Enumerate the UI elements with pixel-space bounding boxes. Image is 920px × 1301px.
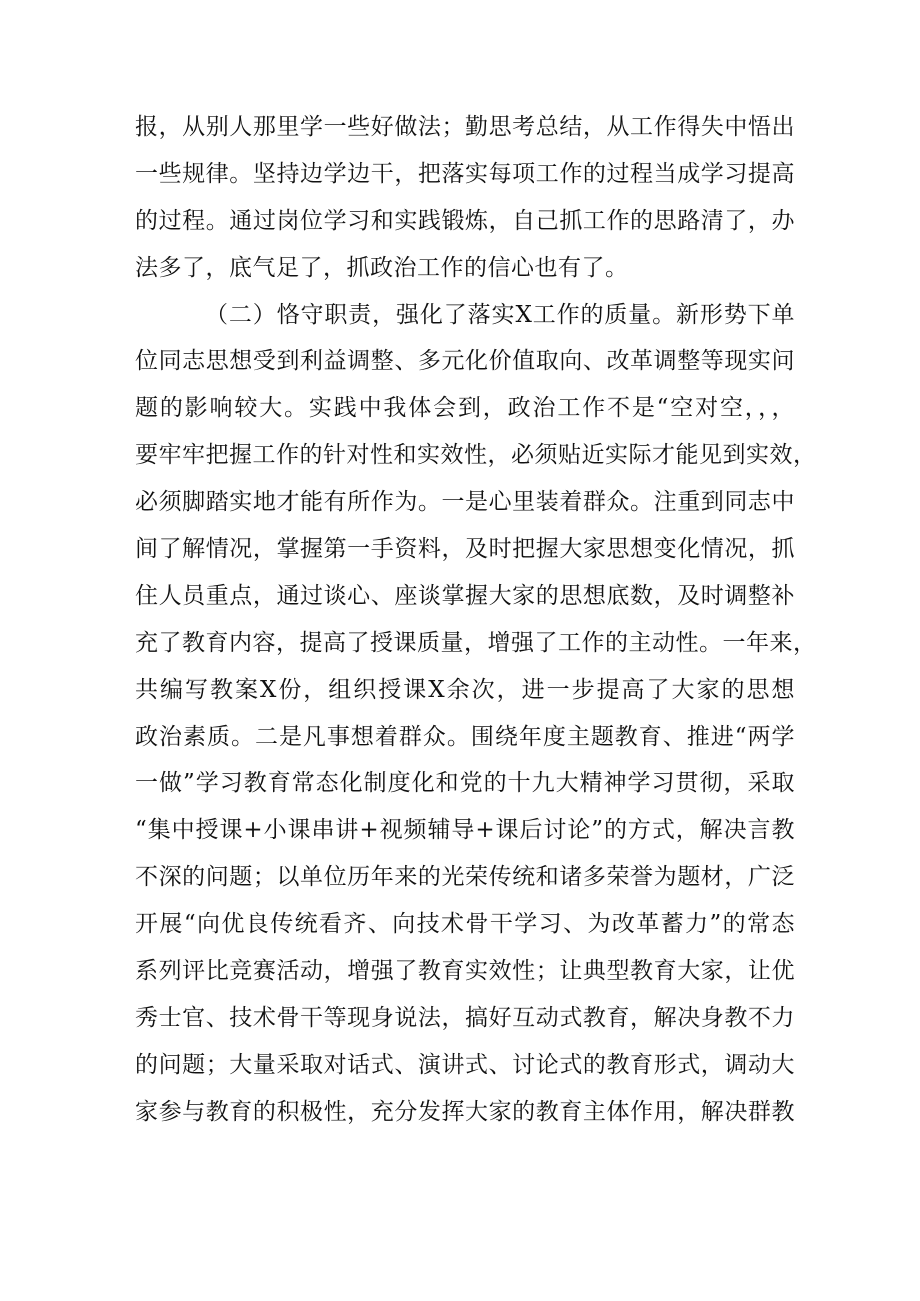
- section-heading-line: （二）恪守职责，强化了落实X工作的质量。新形势下单: [205, 301, 795, 328]
- body-line: 不深的问题；以单位历年来的光荣传统和诸多荣誉为题材，广泛: [135, 864, 795, 891]
- body-line: 政治素质。二是凡事想着群众。围绕年度主题教育、推进“两学: [135, 723, 795, 750]
- body-line: 共编写教案X份，组织授课X余次，进一步提高了大家的思想: [135, 676, 795, 703]
- body-line: 的问题；大量采取对话式、演讲式、讨论式的教育形式，调动大: [135, 1051, 795, 1078]
- body-line: 法多了，底气足了，抓政治工作的信心也有了。: [135, 254, 629, 281]
- body-line: 系列评比竞赛活动，增强了教育实效性；让典型教育大家，让优: [135, 958, 795, 985]
- body-line: 充了教育内容，提高了授课质量，增强了工作的主动性。一年来，: [135, 629, 817, 656]
- body-line: 要牢牢把握工作的针对性和实效性，必须贴近实际才能见到实效，: [135, 442, 817, 469]
- body-line: 间了解情况，掌握第一手资料，及时把握大家思想变化情况，抓: [135, 536, 795, 563]
- document-body: [135, 104, 817, 1136]
- body-line: “集中授课+小课串讲+视频辅导+课后讨论”的方式，解决言教: [135, 817, 795, 844]
- body-line: 开展“向优良传统看齐、向技术骨干学习、为改革蓄力”的常态: [135, 911, 795, 938]
- body-line: 必须脚踏实地才能有所作为。一是心里装着群众。注重到同志中: [135, 489, 795, 516]
- body-line: 一些规律。坚持边学边干，把落实每项工作的过程当成学习提高: [135, 160, 795, 187]
- body-line: 秀士官、技术骨干等现身说法，搞好互动式教育，解决身教不力: [135, 1004, 795, 1031]
- body-line: 位同志思想受到利益调整、多元化价值取向、改革调整等现实问: [135, 348, 795, 375]
- body-line: 住人员重点，通过谈心、座谈掌握大家的思想底数，及时调整补: [135, 582, 795, 609]
- body-line: 题的影响较大。实践中我体会到，政治工作不是“空对空，，，: [135, 395, 795, 422]
- body-line: 报，从别人那里学一些好做法；勤思考总结，从工作得失中悟出: [135, 114, 795, 140]
- body-line: 的过程。通过岗位学习和实践锻炼，自己抓工作的思路清了，办: [135, 207, 795, 234]
- body-line: 一做”学习教育常态化制度化和党的十九大精神学习贯彻，采取: [135, 770, 795, 797]
- body-line: 家参与教育的积极性，充分发挥大家的教育主体作用，解决群教: [135, 1098, 795, 1125]
